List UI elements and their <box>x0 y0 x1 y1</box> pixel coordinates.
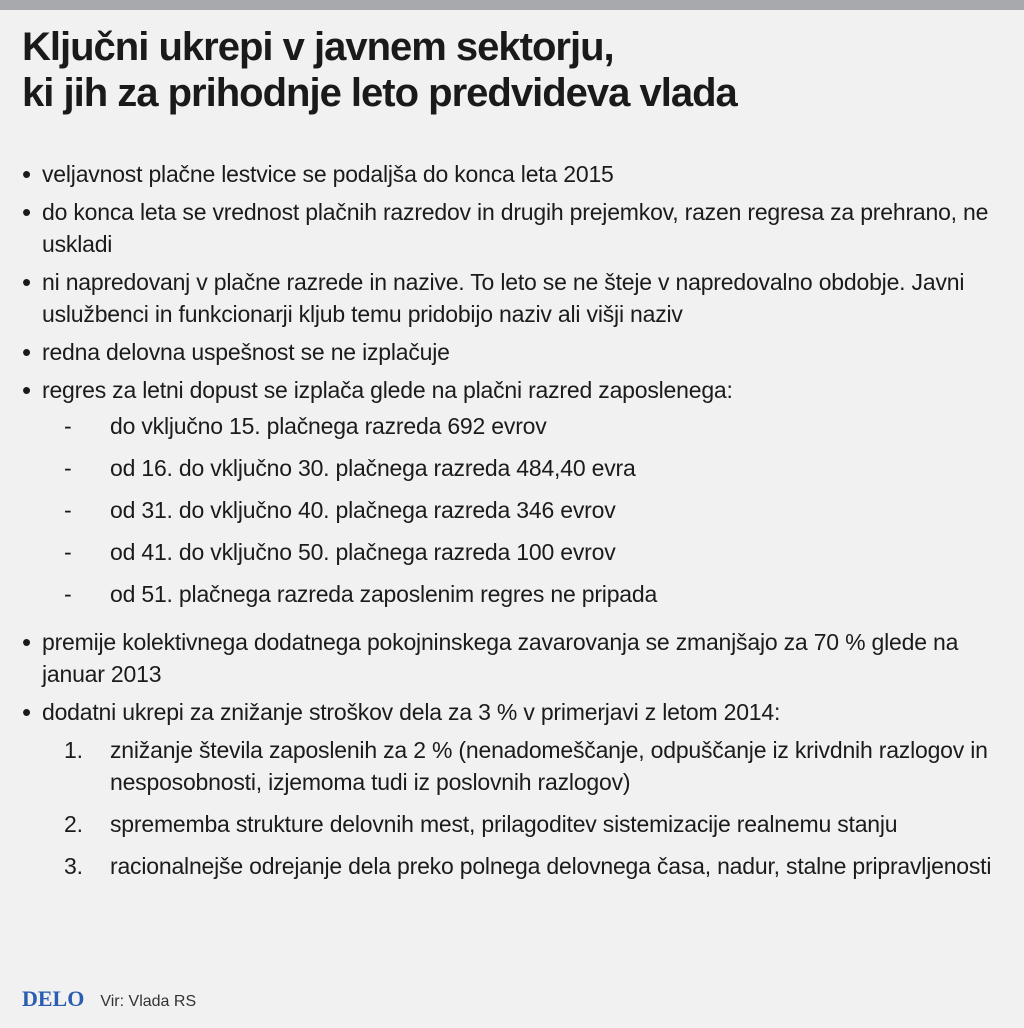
bullet-icon: • <box>22 627 31 657</box>
list-item-text: regres za letni dopust se izplača glede na plačni razred zaposlenega: <box>42 377 733 403</box>
numbered-item <box>42 808 1012 840</box>
delo-logo: DELO <box>22 986 85 1011</box>
sub-list-item-text: od 51. plačnega razreda zaposlenim regres ne pripada <box>110 581 658 607</box>
dash-icon: - <box>64 455 72 481</box>
list-item-text: redna delovna uspešnost se ne izplačuje <box>42 339 450 365</box>
title-line-1: Ključni ukrepi v javnem sektorju, <box>22 25 614 69</box>
bullet-icon: • <box>22 267 31 297</box>
bullet-icon: • <box>22 337 31 367</box>
item-number: 1. <box>64 737 83 763</box>
numbered-item <box>42 734 1012 798</box>
numbered-item-text: sprememba strukture delovnih mest, prilagoditev sistemizacije realnemu stanju <box>110 811 898 837</box>
sub-list-item <box>42 536 1012 578</box>
numbered-item <box>42 850 1012 882</box>
list-item-text: ni napredovanj v plačne razrede in nazive. To leto se ne šteje v napredovalno obdobje. Javni uslužbenci in funkcionarji kljub temu pridobijo naziv ali višji naziv <box>42 269 965 327</box>
sub-list-item <box>42 452 1012 494</box>
numbered-item-text: racionalnejše odrejanje dela preko polnega delovnega časa, nadur, stalne pripravljenosti <box>110 853 992 879</box>
item-number: 2. <box>64 811 83 837</box>
list-item <box>22 336 1012 368</box>
top-bar <box>0 0 1024 10</box>
sub-list-item <box>42 410 1012 452</box>
source-credit: Vir: Vlada RS <box>100 993 197 1010</box>
sub-list-item <box>42 578 1012 620</box>
numbered-item-text: znižanje števila zaposlenih za 2 % (nenadomeščanje, odpuščanje iz krivdnih razlogov in nesposobnosti, izjemoma tudi iz poslovnih razlogov) <box>110 737 988 795</box>
list-item <box>22 158 1012 190</box>
sub-list-item-text: od 16. do vključno 30. plačnega razreda 484,40 evra <box>110 455 636 481</box>
list-item-text: dodatni ukrepi za znižanje stroškov dela za 3 % v primerjavi z letom 2014: <box>42 699 781 725</box>
regres-sublist <box>42 410 1012 620</box>
list-item-text: veljavnost plačne lestvice se podaljša do konca leta 2015 <box>42 161 614 187</box>
sub-list-item-text: od 41. do vključno 50. plačnega razreda 100 evrov <box>110 539 616 565</box>
bullet-icon: • <box>22 697 31 727</box>
list-item <box>22 266 1012 330</box>
list-item <box>22 374 1012 620</box>
list-item <box>22 696 1012 882</box>
sub-list-item-text: do vključno 15. plačnega razreda 692 evrov <box>110 413 547 439</box>
footer <box>22 986 196 1012</box>
list-item-text: premije kolektivnega dodatnega pokojninskega zavarovanja se zmanjšajo za 70 % glede na januar 2013 <box>42 629 959 687</box>
list-item <box>22 196 1012 260</box>
measures-list <box>22 158 1012 892</box>
dash-icon: - <box>64 413 72 439</box>
bullet-icon: • <box>22 375 31 405</box>
extra-measures-list <box>42 734 1012 882</box>
title-line-2: ki jih za prihodnje leto predvideva vlada <box>22 71 737 115</box>
item-number: 3. <box>64 853 83 879</box>
dash-icon: - <box>64 497 72 523</box>
dash-icon: - <box>64 539 72 565</box>
sub-list-item <box>42 494 1012 536</box>
page-title <box>22 24 1012 116</box>
list-item-text: do konca leta se vrednost plačnih razredov in drugih prejemkov, razen regresa za prehrano, ne uskladi <box>42 199 989 257</box>
list-item <box>22 626 1012 690</box>
bullet-icon: • <box>22 197 31 227</box>
dash-icon: - <box>64 581 72 607</box>
sub-list-item-text: od 31. do vključno 40. plačnega razreda 346 evrov <box>110 497 616 523</box>
bullet-icon: • <box>22 159 31 189</box>
